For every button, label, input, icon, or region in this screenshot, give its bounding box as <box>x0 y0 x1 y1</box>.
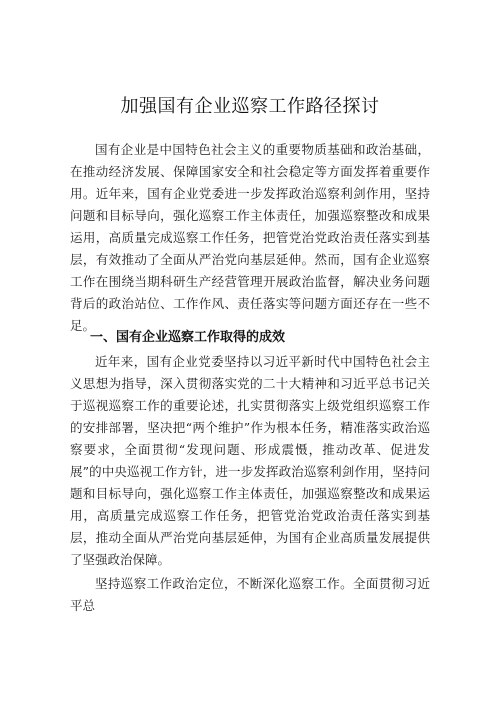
body-paragraph-3: 坚持巡察工作政治定位，不断深化巡察工作。全面贯彻习近平总 <box>70 576 430 613</box>
section-heading-1: 一、国有企业巡察工作取得的成效 <box>90 330 286 345</box>
body-paragraph-1: 国有企业是中国特色社会主义的重要物质基础和政治基础，在推动经济发展、保障国家安全和社会稳定等方面发挥着重要作用。近年来，国有企业党委进一步发挥政治巡察利剑作用，坚持问题和目标导向，强化巡察工作主体责任，加强巡察整改和成果运用，高质量完成巡察工作任务，把管党治党政治责任落实到基层，有效推动了全面从严治党向基层延伸。然而，国有企业巡察工作在围绕当期科研生产经营管理开展政治监督，解决业务问题背后的政治站位、工作作风、责任落实等问题方面还存在一些不足。 <box>70 142 430 333</box>
document-title: 加强国有企业巡察工作路径探讨 <box>120 96 380 117</box>
body-paragraph-2: 近年来，国有企业党委坚持以习近平新时代中国特色社会主义思想为指导，深入贯彻落实党的二十大精神和习近平总书记关于巡视巡察工作的重要论述，扎实贯彻落实上级党组织巡察工作的安排部署，坚决把“两个维护”作为根本任务，精准落实政治巡察要求，全面贯彻“发现问题、形成震慑，推动改革、促进发展”的中央巡视工作方针，进一步发挥政治巡察利剑作用，坚持问题和目标导向，强化巡察工作主体责任，加强巡察整改和成果运用，高质量完成巡察工作任务，把管党治党政治责任落实到基层，推动全面从严治党向基层延伸，为国有企业高质量发展提供了坚强政治保障。 <box>70 354 430 567</box>
